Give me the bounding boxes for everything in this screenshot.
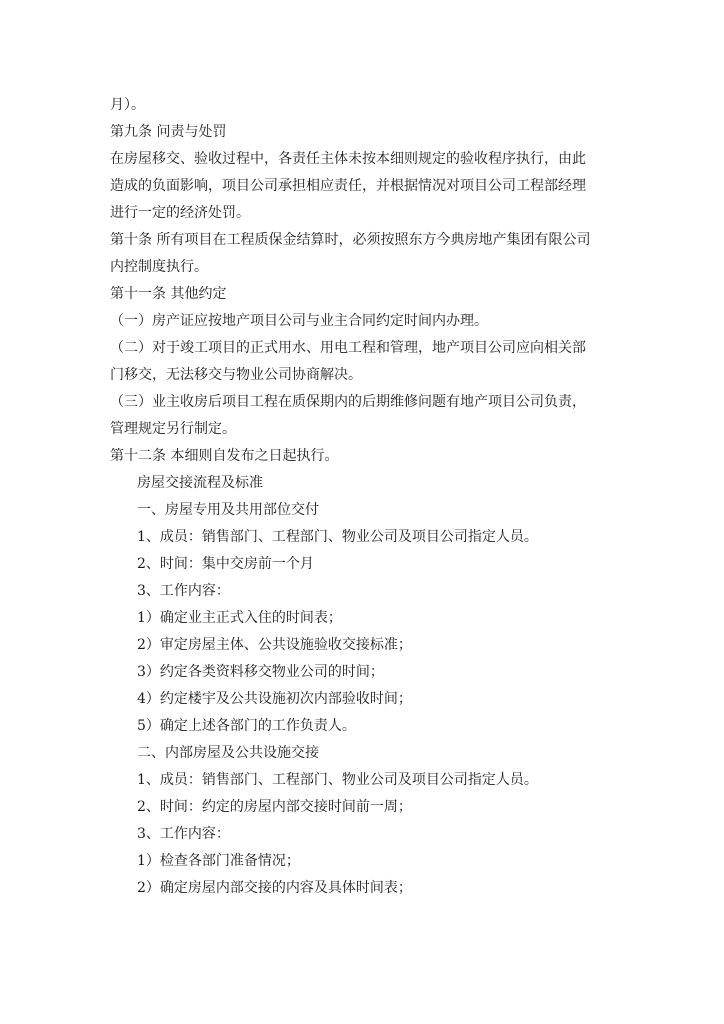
text-line: 造成的负面影响，项目公司承担相应责任，并根据情况对项目公司工程部经理	[110, 178, 586, 194]
list-item: 1）确定业主正式入住的时间表；	[137, 610, 342, 626]
list-item: 3、工作内容：	[137, 583, 230, 599]
text-line: 管理规定另行制定。	[110, 421, 236, 437]
document-subtitle: 房屋交接流程及标准	[137, 475, 263, 491]
text-line: 进行一定的经济处罚。	[110, 205, 250, 221]
list-item: 1、成员：销售部门、工程部门、物业公司及项目公司指定人员。	[137, 529, 538, 545]
list-item: 4）约定楼宇及公共设施初次内部验收时间；	[137, 691, 412, 707]
list-item: 2、时间：集中交房前一个月	[137, 556, 314, 572]
text-line: 内控制度执行。	[110, 259, 208, 275]
list-item: 3）约定各类资料移交物业公司的时间；	[137, 664, 384, 680]
list-item: 1、成员：销售部门、工程部门、物业公司及项目公司指定人员。	[137, 772, 538, 788]
list-item: （一）房产证应按地产项目公司与业主合同约定时间内办理。	[110, 313, 488, 329]
section-heading-article-9: 第九条 问责与处罚	[110, 124, 227, 140]
section-heading-article-11: 第十一条 其他约定	[110, 286, 227, 302]
section-heading-article-12: 第十二条 本细则自发布之日起执行。	[110, 448, 339, 464]
list-item: 3、工作内容：	[137, 826, 230, 842]
list-item: （三）业主收房后项目工程在质保期内的后期维修问题有地产项目公司负责，	[110, 394, 586, 410]
section-heading-article-10: 第十条 所有项目在工程质保金结算时，必须按照东方今典房地产集团有限公司	[110, 232, 591, 248]
subsection-heading: 一、房屋专用及共用部位交付	[137, 502, 319, 518]
list-item: 2）确定房屋内部交接的内容及具体时间表；	[137, 880, 412, 896]
text-line: 月）。	[110, 97, 145, 113]
list-item: 2）审定房屋主体、公共设施验收交接标准；	[137, 637, 412, 653]
list-item: （二）对于竣工项目的正式用水、用电工程和管理，地产项目公司应向相关部	[110, 340, 586, 356]
text-line: 门移交，无法移交与物业公司协商解决。	[110, 367, 362, 383]
subsection-heading: 二、内部房屋及公共设施交接	[137, 745, 319, 761]
text-line: 在房屋移交、验收过程中，各责任主体未按本细则规定的验收程序执行，由此	[110, 151, 586, 167]
list-item: 1）检查各部门准备情况；	[137, 853, 300, 869]
list-item: 5）确定上述各部门的工作负责人。	[137, 718, 356, 734]
list-item: 2、时间：约定的房屋内部交接时间前一周；	[137, 799, 412, 815]
